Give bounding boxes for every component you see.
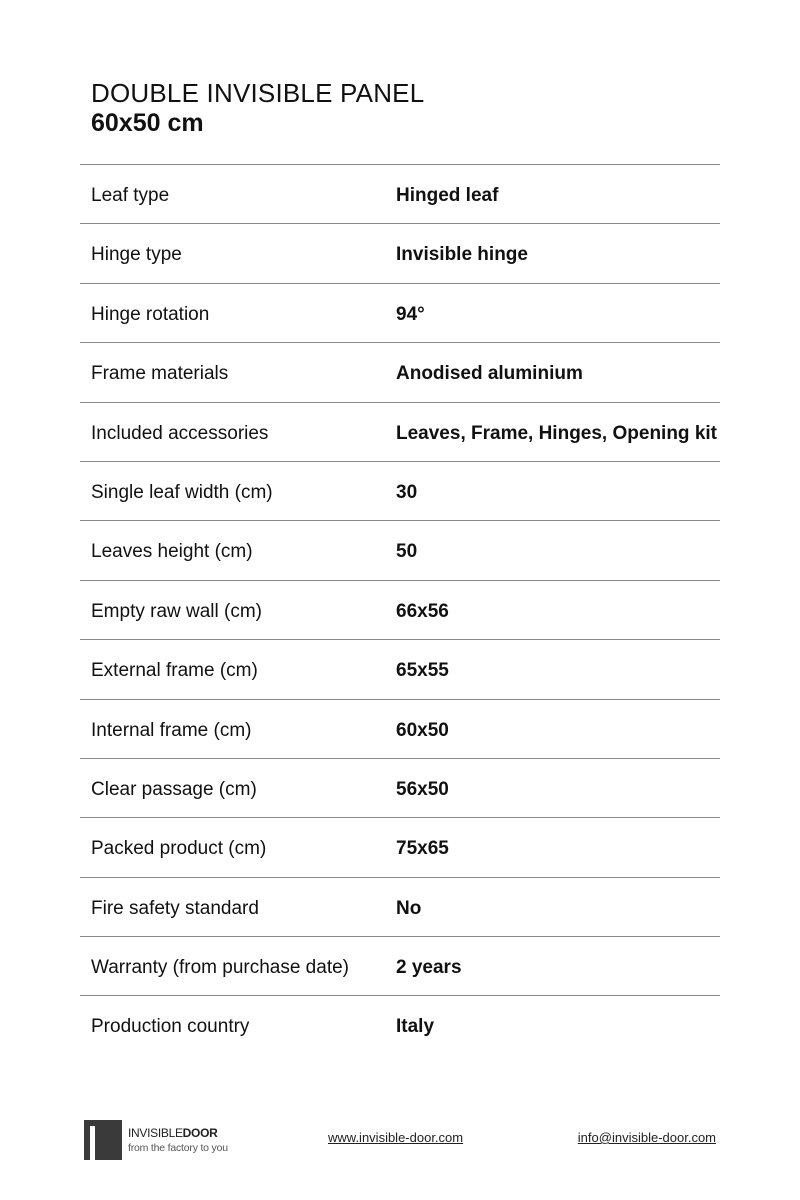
spec-row-fire-safety	[80, 878, 720, 937]
document-footer	[80, 1118, 720, 1162]
spec-row-production-country	[80, 996, 720, 1055]
spec-value: Invisible hinge	[396, 244, 528, 266]
spec-value: 30	[396, 481, 418, 503]
spec-row-hinge-rotation	[80, 284, 720, 343]
spec-value: 75x65	[396, 838, 449, 860]
website-link[interactable]: www.invisible-door.com	[328, 1130, 464, 1145]
spec-label: Empty raw wall (cm)	[91, 600, 263, 622]
spec-label: Production country	[91, 1016, 250, 1038]
spec-label: Hinge rotation	[91, 303, 210, 325]
spec-label: Leaf type	[91, 185, 170, 206]
spec-row-warranty	[80, 937, 720, 996]
spec-value: 2 years	[396, 957, 462, 979]
spec-value: 65x55	[396, 660, 449, 682]
spec-label: Included accessories	[91, 422, 269, 444]
spec-row-hinge-type	[80, 224, 720, 283]
spec-row-clear-passage	[80, 759, 720, 818]
spec-label: Leaves height (cm)	[91, 541, 253, 563]
spec-row-included-accessories	[80, 403, 720, 462]
spec-label: Internal frame (cm)	[91, 719, 252, 741]
brand-logo	[84, 1120, 244, 1160]
spec-table	[80, 164, 720, 1056]
door-logo-icon	[84, 1120, 122, 1160]
email-link[interactable]: info@invisible-door.com	[577, 1130, 716, 1145]
spec-value: Hinged leaf	[396, 185, 499, 206]
spec-row-packed-product	[80, 818, 720, 877]
spec-value: Leaves, Frame, Hinges, Opening kit	[396, 422, 717, 444]
spec-label: Hinge type	[91, 244, 182, 266]
logo-wordmark	[128, 1126, 217, 1140]
logo-word-invisible: INVISIBLE	[128, 1126, 183, 1140]
spec-row-leaves-height	[80, 521, 720, 580]
spec-row-internal-frame	[80, 700, 720, 759]
logo-word-door: DOOR	[182, 1126, 218, 1140]
spec-label: Single leaf width (cm)	[91, 481, 273, 503]
spec-label: Frame materials	[91, 363, 229, 385]
page-subtitle: 60x50 cm	[91, 109, 204, 137]
logo-tagline: from the factory to you	[128, 1142, 228, 1154]
spec-value: Italy	[396, 1016, 435, 1038]
spec-row-leaf-type	[80, 165, 720, 224]
spec-label: Packed product (cm)	[91, 838, 267, 860]
spec-label: Warranty (from purchase date)	[91, 957, 349, 979]
spec-value: 56x50	[396, 778, 449, 800]
spec-value: 50	[396, 541, 418, 563]
spec-value: 66x56	[396, 600, 449, 622]
spec-row-frame-materials	[80, 343, 720, 402]
spec-value: No	[396, 897, 422, 919]
spec-value: Anodised aluminium	[396, 363, 583, 385]
document-header	[91, 78, 424, 138]
page-title: DOUBLE INVISIBLE PANEL	[91, 78, 425, 108]
spec-value: 94°	[396, 303, 425, 325]
spec-value: 60x50	[396, 719, 449, 741]
spec-row-external-frame	[80, 640, 720, 699]
spec-label: Fire safety standard	[91, 897, 259, 919]
spec-label: Clear passage (cm)	[91, 778, 257, 800]
spec-row-single-leaf-width	[80, 462, 720, 521]
spec-label: External frame (cm)	[91, 660, 258, 682]
spec-row-empty-raw-wall	[80, 581, 720, 640]
